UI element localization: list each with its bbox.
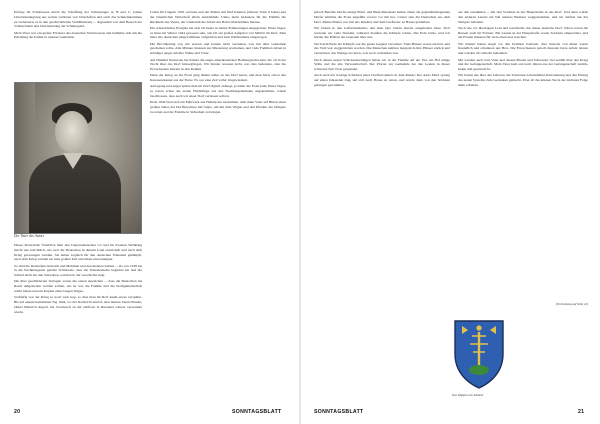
paragraph: Dieser historische Überblick über den Ungarndeutschen vor und im Zweiten Weltkrieg macht uns ersichtlich, wie sich die Deutschen in diesem Land entwickelt und nach dem Krieg gezwungen wurden. Sie haben sogleich für den deutschen Volkstum gekämpft, nach dem Krieg wurden sie zum großen Teil vertrieben und enteignet. bbox=[14, 243, 142, 262]
left-column-1-bottom bbox=[14, 243, 142, 403]
paragraph: Nach wie vor überlagern Leid und Geschichte das dieser deutsche Dorf. Schon waren die Russen auch im Februar. Bei Leuten in der Hauptstraße waren Soldaten einquartiert, und die Frauen mussten für sie kochen und waschen. bbox=[458, 25, 588, 40]
paragraph: Die über geschilderten Vorlagen waren die ersten Anzeichen ... dass die Deutschen ins Reich umgesiedelt werden sollten, das ist was die Familie und die Dorfgemeinschaft erlebt haben und ein Kapitel eines langen Weges. bbox=[14, 279, 142, 293]
paragraph: jedoch Beachte Dorfes einige Brief- und Besuchskontakt halten. Dann die gegenüberliegenden Dörfer stimmte die Front ungefähr vorerst vor mit her, vorerst sein die Deutschen aus dem Dorf. Meine Mutter war mit uns Kindern und dem Großvater zu Hause geblieben. bbox=[314, 10, 450, 24]
crest-caption: Das Wappen von Isztimér bbox=[452, 393, 484, 397]
right-column-4 bbox=[458, 10, 588, 300]
paragraph: Nach dem Ende der Kämpfe war die ganze Gegend verwüstet. Viele Häuser waren zerstört, und das Vieh war weggetrieben worden. Die Menschen kehrten langsam in ihre Häuser zurück und versuchten, das Wenige zu retten, was noch vorhanden war. bbox=[314, 41, 450, 56]
paragraph: Mir wurden auch vom Vater und dessen Bruder und Schwester viel erzählt über den Krieg und die Gefangenschaft. Mein Vater kam erst nach Jahren aus der Gefangenschaft zurück, krank und geschwächt. bbox=[458, 57, 588, 72]
photo-caption: Der Vater des Autors bbox=[14, 234, 45, 238]
page-number-right: 21 bbox=[578, 409, 585, 415]
right-column-3 bbox=[314, 10, 450, 404]
paragraph: Aufregung und Angst spürte man im Dorf täglich anfangs, je näher die Front kam. Eines Tages, es waren schon die ersten Flüchtlinge aus den Nachbargemeinden angekommen, wurde beschlossen, dass auch wir unser Dorf verlassen sollten. bbox=[150, 84, 286, 98]
paragraph: Auch nach der traurige Schicksal eines Dorfbewohners in dem Runde: Der Alois Marx sprang auf einen fahrenden Zug, um sich nach Hause zu retten, und wurde dann von den Soldaten gefangen genommen. bbox=[314, 73, 450, 87]
paragraph: Wir hatten uns über das Leben in der Schweine-Lebensmittel-Rationierung und den Einzug des neuen Systems viele Gedanken gemacht. Über all das können Sie in der nächsten Folge mehr erfahren. bbox=[458, 73, 588, 87]
paragraph: Dann der Krieg an der Front ging immer näher an das Dorf heran, und man hörte schon den Kanonendonner aus der Ferne. Es war eine Zeit voller Ungewissheit. bbox=[150, 73, 286, 83]
paragraph: Am Himmel flackerten bei Kinder die anglo-amerikanischen Bombergeschwader, die oft in der Nacht über das Dorf hinwegflogen. Wir Kinder wussten nicht, was dies bedeutete, aber die Erwachsenen beteten in den Kellern. bbox=[150, 57, 286, 72]
paragraph: Leben für Ungarn 1916 verloren und der Mutter mit fünf Kindern (ältester Sohn 9 Jahre) und der bäuerlichen Wirtschaft allein zurückblieb. Umso mehr bedeutete für die Familie die Rückkehr des Vaters, der wiederum die Arbeit des Hofes übernehmen musste. bbox=[150, 10, 286, 24]
coat-of-arms-crest bbox=[452, 318, 506, 390]
paragraph: So sind die Deutschen dann mit und Mehrheit und den meisten Zahlen ... als von 1938 bis in die Nachkriegszeit gelebte Schicksale, dass die Volksdeutsche begleitet hat und die Schuld nicht bei den Schwaben, sondern in der Geschichte liegt. bbox=[14, 263, 142, 278]
paragraph: Vorläufig war der Krieg so noch weit weg, so dass man im Dorf kaum etwas verspürte. Bis auf einem bestimmten Tag 1944, wo der Nachricht eintraf, dass meines Vaters Bruder, Onkel Heinrich Angeli, bei Voronesch an der Ostfront in Russland schwer verwundet wurde. bbox=[14, 295, 142, 314]
left-column-1-top bbox=[14, 10, 142, 80]
footer-title-right: SONNTAGSBLATT bbox=[314, 409, 364, 415]
paragraph: Wir flohen in den Luftschutzkeller, den man Opa Stefan bereits ausgehoben hatte. Dort warteten wir viele Stunden, während draußen die Kämpfe tobten. Die Erde bebte, und wir hörten das Pfeifen der Granaten über uns. bbox=[314, 25, 450, 40]
paragraph: Erfolge im Schulwesen durch die Schaffung der Schulgruppe A, B und C, (einen Unterstutzungszug aus weiten Gebieten von Ortschaften und auch das Schuleinkommen zu verbessern, es in den geschichtlichen Verhältnissen) ... abgesehen von dem Besuch der Volksschulen und Unterstutzung der Schuljugend. bbox=[14, 10, 142, 29]
paragraph: Die Bevölkerung war wie erstarrt und konnte nicht verstehen, was mit ihrer Gemeinde geschehen sollte. Alle Männer mussten zur Musterung erscheinen, und viele Familien lebten in ständiger Angst um ihre Söhne und Väter. bbox=[150, 41, 286, 56]
paragraph: Ende 1944 fand sich ein Fuhrwerk aus Heilsbronn zusammen, dem mein Vater auf Bitten eines großen Teiles der Dorfbewohner hin folgte, um mit dem Wagen und den Pferden das Nötigste zu retten und die Familie in Sicherheit zu bringen. bbox=[150, 100, 286, 114]
paragraph: Wir Kinder hatten Angst vor den fremden Soldaten, aber manche von ihnen waren freundlich und schenkten uns Brot. Die Erwachsenen jedoch mussten harte Arbeit leisten und wurden oft schlecht behandelt. bbox=[458, 41, 588, 56]
paragraph: Nach diesen neuen Schicksalsschlägen haben wir in der Familie auf ein Tier, im Hof einige Ställe und die alte Verwandtschaft. Der Pfarrer der Gemeinde hat den Leuten in dieser schweren Zeit Trost gespendet. bbox=[314, 57, 450, 72]
page-number-left: 20 bbox=[14, 409, 21, 415]
author-father-photo bbox=[14, 82, 142, 234]
left-column-2 bbox=[150, 10, 286, 404]
paragraph: aus alle zusammen ... mit den Soldaten in der Hauptstraße in das Dorf. Und dann wurde den anderen Leuten ein Teil unseres Besitzes weggenommen, und wir durften nur das Nötigste behalten. bbox=[458, 10, 588, 24]
paragraph: Mein Vater war ein großer Förderer des deutschen Schulwesens und bemühte sich um die Erhaltung der Kultur in unserer Gemeinde. bbox=[14, 30, 142, 40]
footer-title-left: SONNTAGSBLATT bbox=[232, 409, 282, 415]
right-page bbox=[300, 0, 600, 424]
paragraph: Ein schreckliches Ereignis hat sich bis heute in meine Erinnerungen eingegraben. Eines Tages, es muss im Winter 1944 gewesen sein, sah ich ein großes Aufgebot von Militär im Dorf. Man hatte alle deutschen jungen Männer aufgerufen und zum Waffendienst eingezogen. bbox=[150, 25, 286, 40]
continuation-note: (Fortsetzung auf Seite 22) bbox=[555, 302, 588, 306]
